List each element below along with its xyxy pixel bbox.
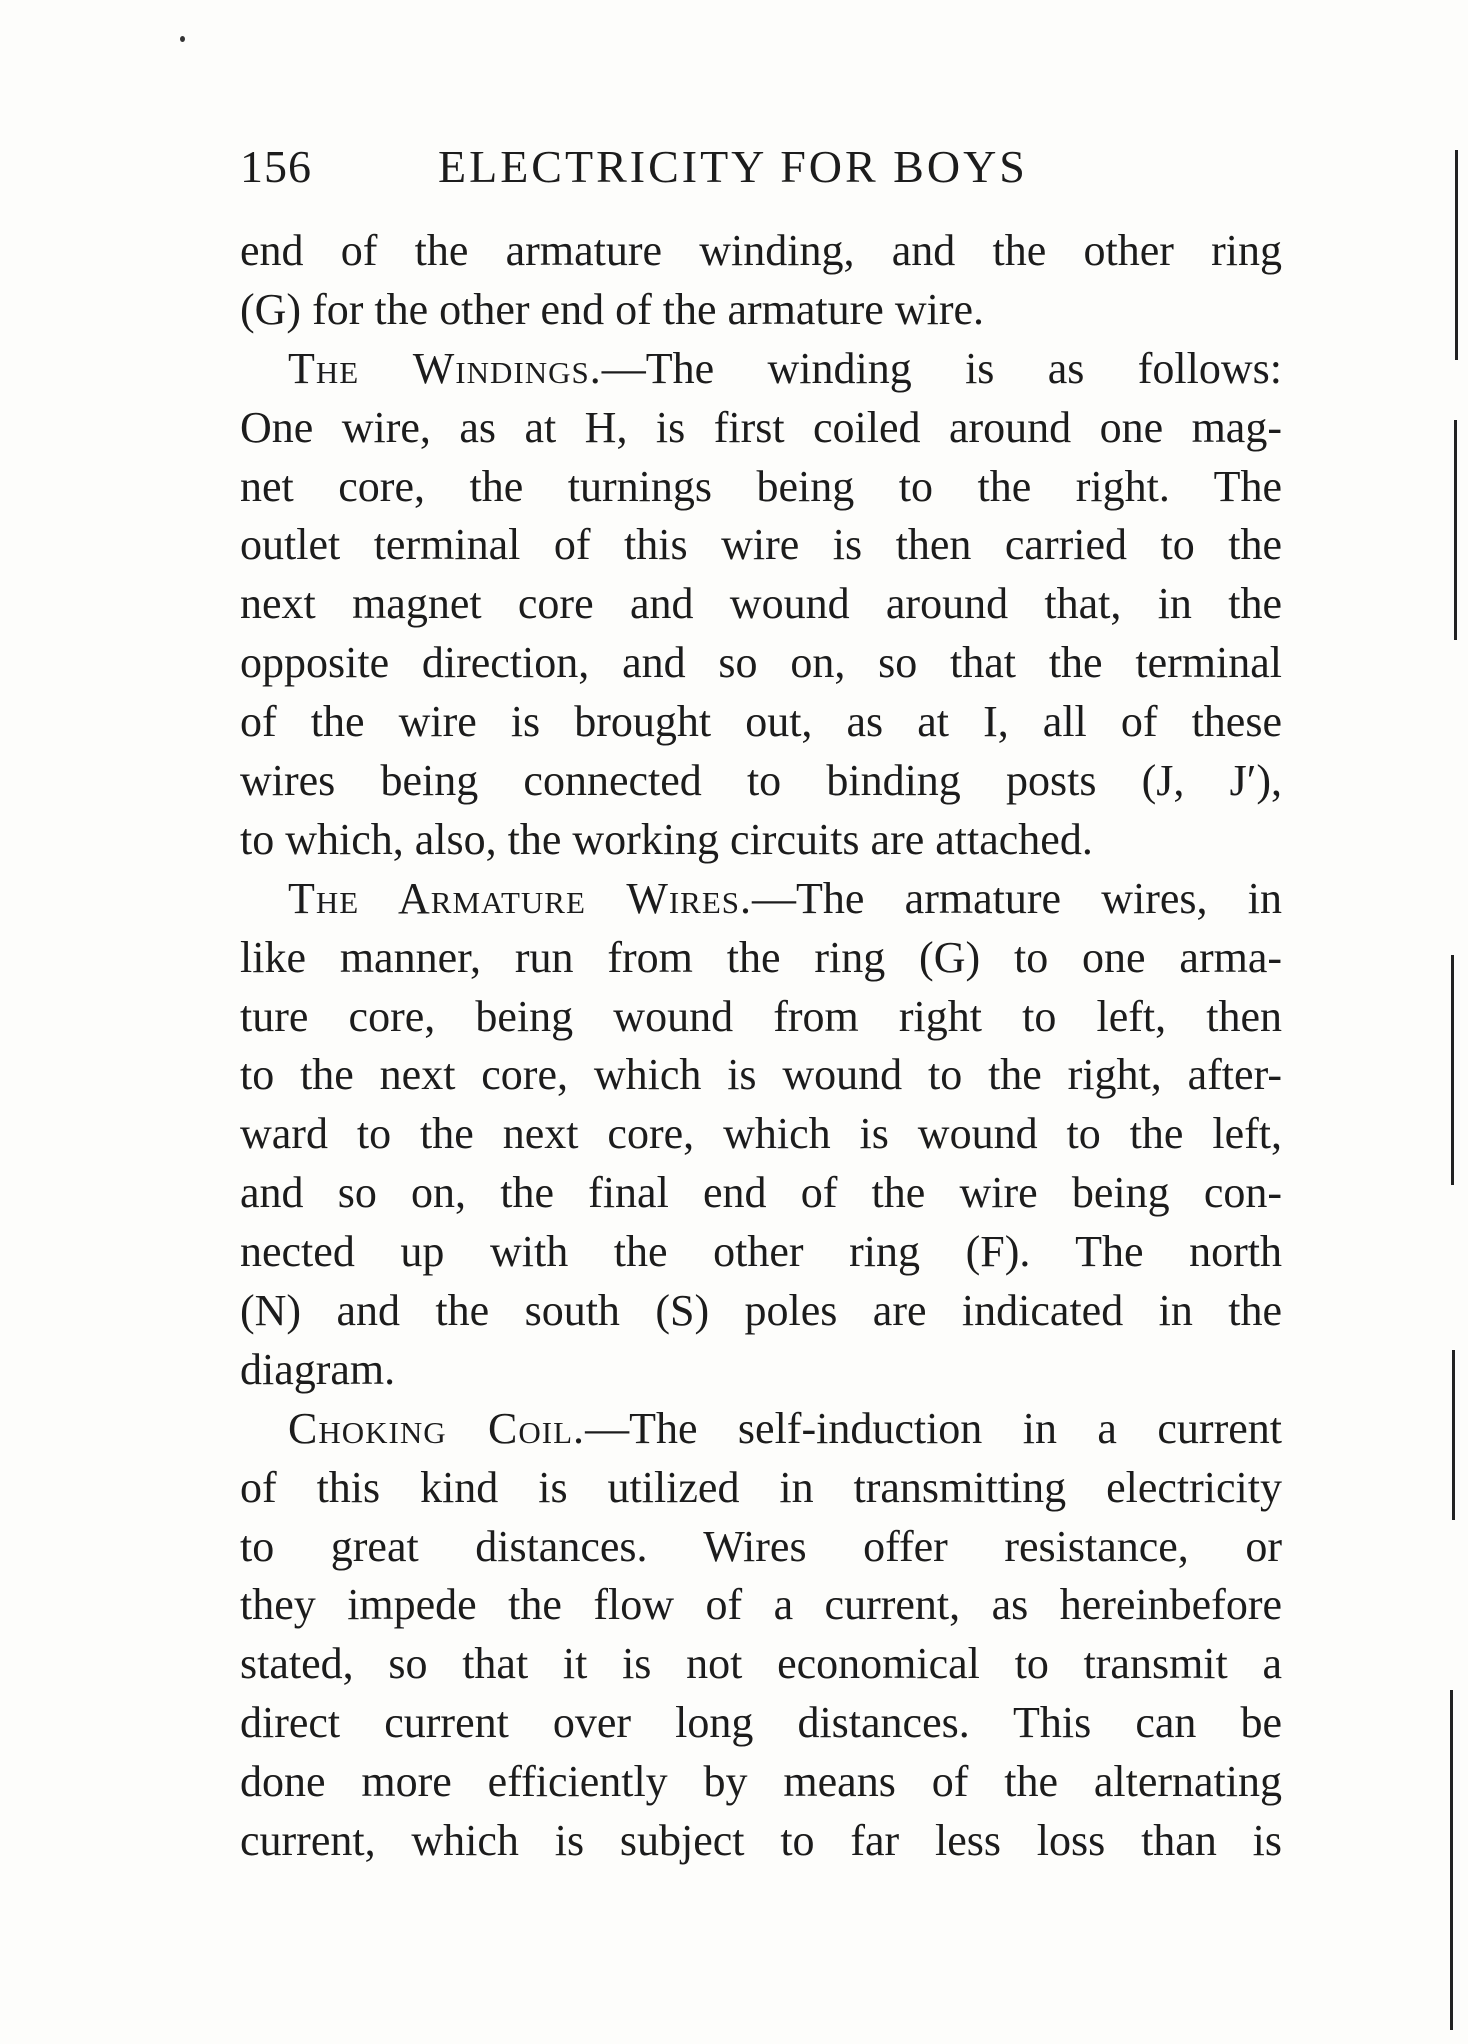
text-line: stated, so that it is not economical to transmit a <box>240 1639 1282 1689</box>
text-line <box>240 1400 1282 1459</box>
text-line: opposite direction, and so on, so that the terminal <box>240 638 1282 688</box>
text-line: ture core, being wound from right to left, then <box>240 991 1282 1041</box>
text-line: done more efficiently by means of the alternating <box>240 1757 1282 1807</box>
text-line: One wire, as at H, is first coiled around one mag- <box>240 402 1282 452</box>
text-line: net core, the turnings being to the right. The <box>240 461 1282 511</box>
text-line: they impede the flow of a current, as hereinbefore <box>240 1580 1282 1630</box>
scan-edge-line <box>1455 150 1458 360</box>
text-run: —The self-induction in a current <box>585 1403 1282 1453</box>
paragraph <box>240 1400 1282 1871</box>
text-line <box>240 340 1282 399</box>
text-line: nected up with the other ring (F). The north <box>240 1227 1282 1277</box>
text-run: —The winding is as follows: <box>601 343 1283 393</box>
section-heading: The Windings. <box>288 343 602 393</box>
text-line: of the wire is brought out, as at I, all of these <box>240 697 1282 747</box>
text-line <box>240 870 1282 929</box>
section-heading: Choking Coil. <box>288 1403 586 1453</box>
text-line: end of the armature winding, and the other ring <box>240 226 1282 275</box>
page-header <box>240 132 1280 202</box>
text-line: like manner, run from the ring (G) to one arma- <box>240 932 1282 982</box>
text-line: direct current over long distances. This can be <box>240 1698 1282 1748</box>
running-title: ELECTRICITY FOR BOYS <box>438 141 1028 192</box>
paragraph <box>240 870 1282 1400</box>
body-text <box>240 222 1282 1871</box>
scan-speck <box>180 36 185 42</box>
section-heading: The Armature Wires. <box>288 873 753 923</box>
scan-edge-line <box>1452 1350 1455 1520</box>
text-line: (N) and the south (S) poles are indicated in the <box>240 1286 1282 1336</box>
text-line: of this kind is utilized in transmitting electricity <box>240 1462 1282 1512</box>
scan-edge-line <box>1451 955 1454 1185</box>
text-line: next magnet core and wound around that, in the <box>240 579 1282 629</box>
text-line: to the next core, which is wound to the right, after- <box>240 1050 1282 1100</box>
text-line: outlet terminal of this wire is then carried to the <box>240 520 1282 570</box>
scan-edge-line <box>1450 1690 1453 2030</box>
paragraph <box>240 222 1282 340</box>
text-line: current, which is subject to far less loss than is <box>240 1816 1282 1866</box>
paragraph <box>240 340 1282 870</box>
scan-edge-line <box>1454 420 1457 640</box>
text-line: (G) for the other end of the armature wire. <box>240 284 985 334</box>
text-line: to which, also, the working circuits are attached. <box>240 814 1093 864</box>
text-run: —The armature wires, in <box>752 873 1282 923</box>
text-line: and so on, the final end of the wire being con- <box>240 1168 1282 1218</box>
text-line: ward to the next core, which is wound to the left, <box>240 1109 1282 1159</box>
text-line: wires being connected to binding posts (J, J′), <box>240 756 1282 806</box>
text-line: diagram. <box>240 1344 396 1394</box>
page-number: 156 <box>240 141 312 192</box>
text-line: to great distances. Wires offer resistance, or <box>240 1521 1282 1571</box>
